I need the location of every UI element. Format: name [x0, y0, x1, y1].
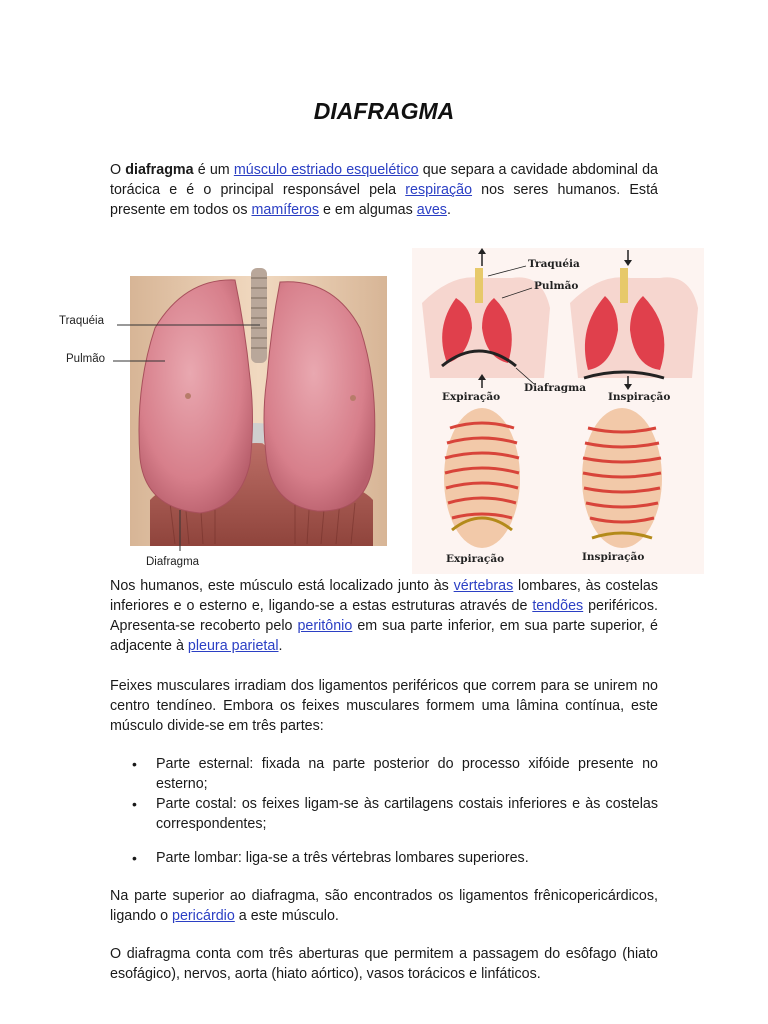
- label-traqueia-right: Traquéia: [528, 258, 580, 270]
- intro-bold-term: diafragma: [125, 162, 194, 178]
- para-text: lombares, às costelas inferiores e o esterno e, ligando-se a estas estruturas através de: [110, 578, 658, 614]
- page-title: DIAFRAGMA: [313, 98, 455, 124]
- list-item: • Parte esternal: fixada na parte posterior do processo xifóide presente no esterno;: [130, 754, 658, 794]
- link-vertebras[interactable]: vértebras: [453, 578, 514, 594]
- label-pulmao: Pulmão: [66, 353, 105, 365]
- label-diafragma: Diafragma: [146, 556, 200, 568]
- link-mamiferos[interactable]: mamíferos: [251, 202, 319, 218]
- link-aves[interactable]: aves: [416, 202, 447, 218]
- link-respiracao[interactable]: respiração: [405, 182, 473, 198]
- para-text: Na parte superior ao diafragma, são encontrados os ligamentos frênicopericárdicos, ligando o: [110, 888, 658, 924]
- intro-text: e em algumas: [319, 202, 417, 218]
- muscle-bundles-paragraph: Feixes musculares irradiam dos ligamentos periféricos que correm para se unirem no centro tendíneo. Embora os feixes musculares formem uma lâmina contínua, este músculo divide-se em três partes:: [110, 678, 658, 734]
- link-musculo-estriado[interactable]: músculo estriado esquelético: [233, 162, 419, 178]
- label-pulmao-right: Pulmão: [534, 280, 579, 292]
- link-pericardio[interactable]: pericárdio: [172, 908, 235, 924]
- location-paragraph: [110, 576, 658, 656]
- para-text: a este músculo.: [234, 908, 339, 924]
- ligaments-paragraph: [110, 886, 658, 926]
- breathing-diagram-figure: [412, 248, 704, 574]
- breathing-illustration: [412, 248, 704, 574]
- link-pleura-parietal[interactable]: pleura parietal: [187, 638, 279, 654]
- list-item: • Parte costal: os feixes ligam-se às cartilagens costais inferiores e às costelas correspondentes;: [130, 794, 658, 834]
- label-expiracao-top: Expiração: [442, 391, 501, 403]
- lungs-diaphragm-figure: [55, 268, 395, 578]
- list-item: • Parte lombar: liga-se a três vértebras lombares superiores.: [130, 848, 658, 868]
- para-text: em sua parte inferior, em sua parte superior, é adjacente à: [110, 618, 658, 654]
- intro-text: nos seres humanos. Está presente em todos os: [110, 182, 658, 218]
- label-expiracao-bottom: Expiração: [446, 553, 505, 565]
- link-tendoes[interactable]: tendões: [532, 598, 584, 614]
- intro-text: que separa a cavidade abdominal da torácica e é o principal responsável pela: [110, 162, 659, 198]
- label-traqueia: Traquéia: [59, 315, 104, 327]
- label-inspiracao-top: Inspiração: [608, 391, 671, 403]
- label-inspiracao-bottom: Inspiração: [582, 551, 645, 563]
- lungs-illustration: [55, 268, 395, 578]
- intro-text: é um: [193, 162, 234, 178]
- para-text: Nos humanos, este músculo está localizado junto às: [110, 578, 454, 594]
- intro-paragraph: [110, 160, 658, 220]
- para-text: periféricos. Apresenta-se recoberto pelo: [110, 598, 658, 634]
- intro-text: .: [446, 202, 451, 218]
- openings-paragraph: O diafragma conta com três aberturas que permitem a passagem do esôfago (hiato esofágico), nervos, aorta (hiato aórtico), vasos torácicos e linfáticos.: [110, 946, 658, 982]
- parts-list: [130, 754, 658, 868]
- link-peritonio[interactable]: peritônio: [297, 618, 353, 634]
- intro-text: O: [110, 162, 126, 178]
- label-diafragma-right: Diafragma: [524, 382, 587, 394]
- para-text: .: [278, 638, 283, 654]
